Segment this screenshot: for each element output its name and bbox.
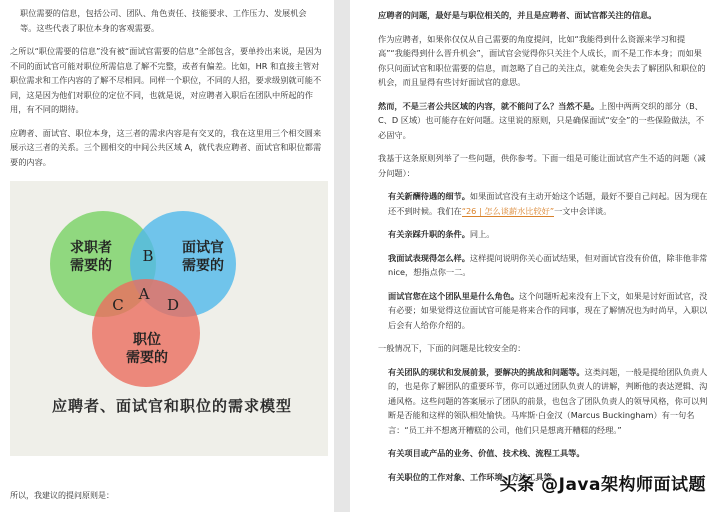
question-promotion <box>378 227 708 242</box>
question-promotion-text: 同上。 <box>469 229 495 239</box>
paragraph-safe-questions-intro: 一般情况下，下面的问题是比较安全的： <box>378 343 526 353</box>
paragraph-principle-lead: 所以，我建议的提问原则是： <box>10 491 114 500</box>
paragraph-why-separate: 之所以“职位需要的信息”没有被“面试官需要的信息”全部包含，要单拎出来说，是因为不同的面试官可能对职位所需信息了解不完整，或者有偏差。比如，HR 和直接主管对职位需求和工作内容的了解不尽相同。同样一个职位，不同的人招，要求级别就可能不同，这是因为他们对职位的定位不同，也就是说，对应聘者入职后在团队中所起的作用，有不同的期待。 <box>10 46 322 114</box>
safe-question-team <box>378 365 708 438</box>
paragraph-question-list-intro: 我基于这条原则列举了一些问题，供你参考。下面一组是可能让面试官产生不适的问题（减分问题）： <box>378 153 706 178</box>
region-b-label: B <box>142 247 154 265</box>
question-performance-text: 这样提问说明你关心面试结果，但对面试官没有价值，除非他非常 nice，想指点你一二。 <box>388 252 708 277</box>
safe-question-position: 有关职位的工作对象、工作环境、方法工具等。 <box>388 471 560 482</box>
paragraph-overlap-regions <box>378 99 708 143</box>
region-c-label: C <box>112 296 124 314</box>
label-interviewer-needs: 面试官 需要的 <box>182 240 224 274</box>
question-role-title: 面试官您在这个团队里是什么角色。 <box>388 290 520 301</box>
safe-question-team-text: 这类问题，一般是提给团队负责人的，也是你了解团队的重要环节，你可以通过团队负责人的讲解，判断他的表达逻辑、沟通风格。这些问题的答案展示了团队的前景，也包含了团队负责人的领导风格，你可以判断是否能和这样的领队相处愉快。马库斯·白金汉（Marcus Buckingham）有一句名言：“员工并不想离开糟糕的公司，他们只是想离开糟糕的经理。” <box>388 366 708 435</box>
region-a-label: A <box>138 285 150 303</box>
paragraph-job-needs: 职位需要的信息，包括公司、团队、角色责任、技能要求、工作压力、发展机会等。这些代表了职位本身的客观需要。 <box>20 8 307 33</box>
watermark-text: 头条 @Java架构师面试题 <box>499 475 706 495</box>
safe-question-project: 有关项目或产品的业务、价值、技术栈、流程工具等。 <box>388 448 585 458</box>
question-salary <box>378 189 708 218</box>
question-promotion-title: 有关亲踩升职的条件。 <box>388 229 470 239</box>
question-interviewer-role <box>378 289 708 333</box>
overlap-question: 然而，不是三者公共区域的内容，就不能问了么？当然不是。 <box>378 100 600 111</box>
label-candidate-needs: 求职者 需要的 <box>70 240 112 274</box>
question-performance-title: 我面试表现得怎么样。 <box>388 252 470 263</box>
paragraph-venn-intro: 应聘者、面试官、职位本身，这三者的需求内容是有交叉的，我在这里用三个相交圆来展示这三者的关系。三个圆相交的中间公共区域 A，就代表应聘者、面试官和职位都需要的内容。 <box>10 127 322 167</box>
question-salary-text-end: 一文中会详谈。 <box>554 205 612 216</box>
document-page-right <box>350 0 720 512</box>
label-position-needs: 职位 需要的 <box>126 332 168 366</box>
paragraph-principle: 应聘者的问题，最好是与职位相关的，并且是应聘者、面试官都关注的信息。 <box>378 10 657 20</box>
question-role-text: 这个问题听起来没有上下文，如果是讨好面试官，没有必要；如果觉得这位面试官可能是将来合作的同事，现在了解情况也为时尚早，入职以后会有人给你介绍的。 <box>388 290 708 330</box>
overlap-answer: 上图中两两交织的部分（B、C、D 区域）也可能存在好问题。这里说的原则，只是确保面试“安全”的一些保险做法，不必固守。 <box>378 100 705 140</box>
question-salary-title: 有关新酬待遇的细节。 <box>388 191 470 201</box>
region-d-label: D <box>166 296 180 314</box>
document-page-left <box>0 0 334 512</box>
question-salary-text: 如果面试官没有主动开始这个话题，最好不要自己问起。因为现在还不到时候。我们在 <box>388 191 708 216</box>
safe-question-team-title: 有关团队的现状和发展前景，要解决的挑战和问题等。 <box>388 366 585 377</box>
figure-caption: 应聘者、面试官和职位的需求模型 <box>51 397 292 415</box>
salary-article-link[interactable]: “26 | 怎么谈薪水比较好” <box>461 205 555 216</box>
paragraph-candidate-view: 作为应聘者，如果你仅仅从自己需要的角度提问，比如“我能得到什么资源来学习和提高”“我能得到什么晋升机会”，面试官会觉得你只关注个人成长，而不是工作本身；而如果你只问面试官和职位需要的信息，而忽略了自己的关注点，就难免会失去了解团队和职位的机会，而且显得有些讨好面试官的意思。 <box>378 33 706 87</box>
venn-figure <box>10 181 328 456</box>
question-performance <box>378 251 708 280</box>
